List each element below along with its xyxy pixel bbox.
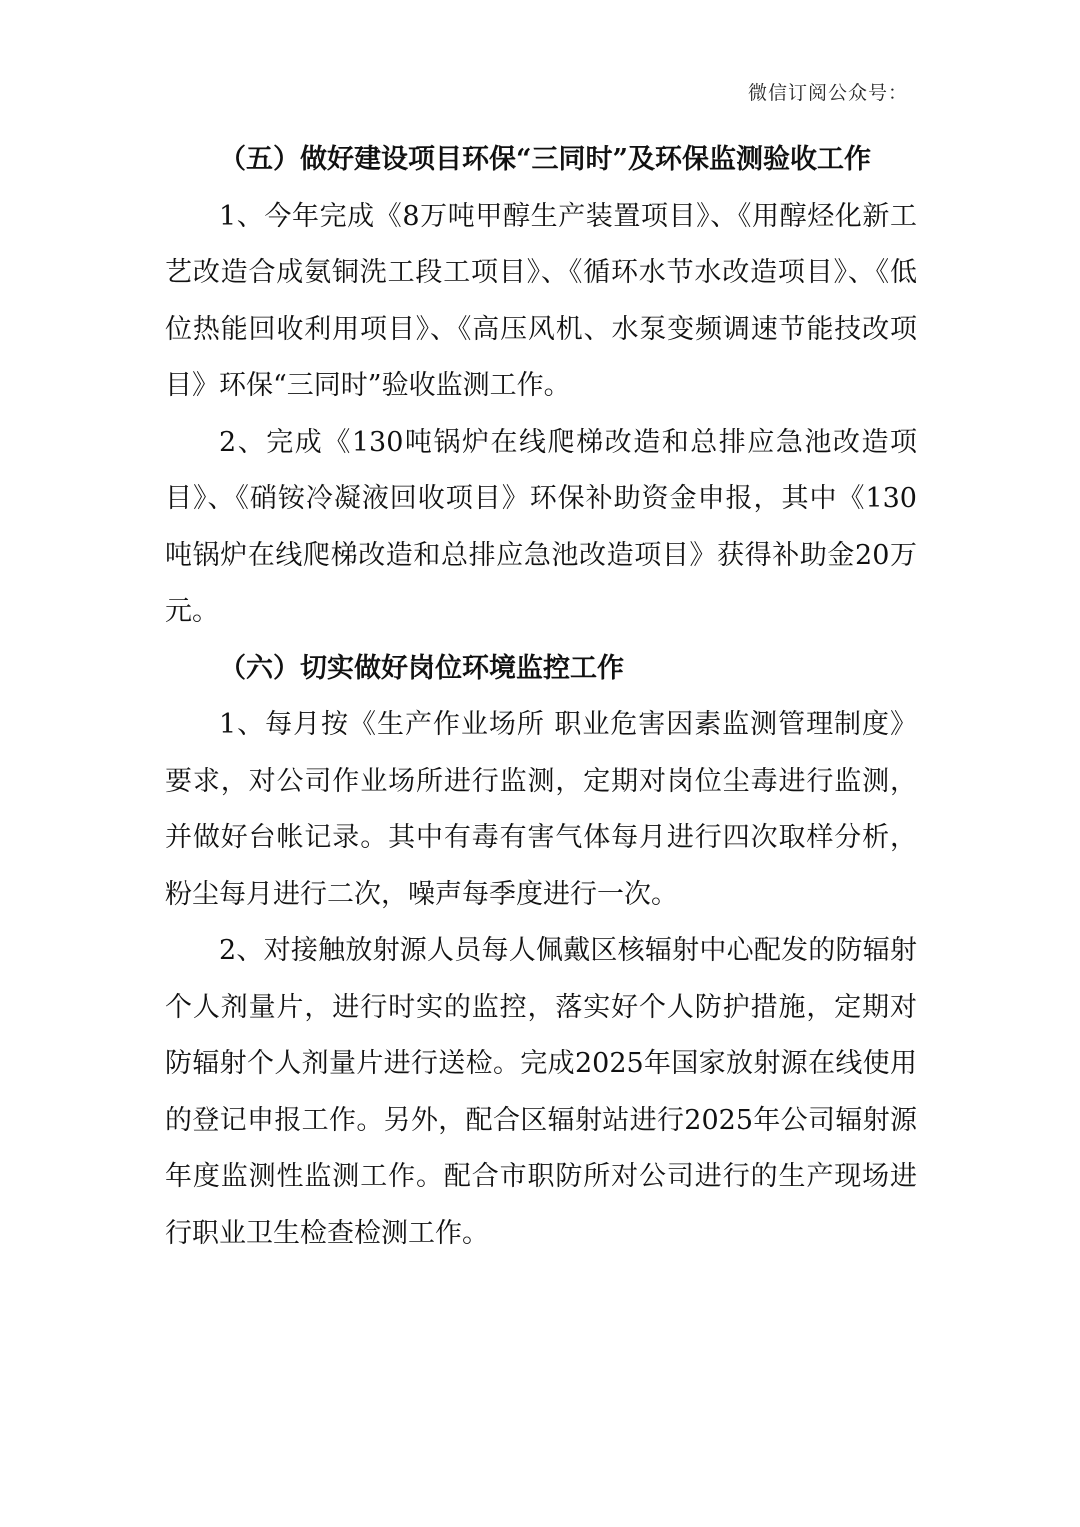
section-heading-6: （六）切实做好岗位环境监控工作 xyxy=(219,652,624,684)
document-body xyxy=(165,132,917,1262)
paragraph-6-1: 1、每月按《生产作业场所 职业危害因素监测管理制度》要求，对公司作业场所进行监测，定期对岗位尘毒进行监测，并做好台帐记录。其中有毒有害气体每月进行四次取样分析，粉尘每月进行二次，噪声每季度进行一次。 xyxy=(165,709,917,910)
paragraph-5-1: 1、今年完成《8万吨甲醇生产装置项目》、《用醇烃化新工艺改造合成氨铜洗工段工项目》、《循环水节水改造项目》、《低位热能回收利用项目》、《高压风机、水泵变频调速节能技改项目》环保“三同时”验收监测工作。 xyxy=(165,200,917,401)
paragraph-6-2: 2、对接触放射源人员每人佩戴区核辐射中心配发的防辐射个人剂量片，进行时实的监控，落实好个人防护措施，定期对防辐射个人剂量片进行送检。完成2025年国家放射源在线使用的登记申报工作。另外，配合区辐射站进行2025年公司辐射源年度监测性监测工作。配合市职防所对公司进行的生产现场进行职业卫生检查检测工作。 xyxy=(165,935,917,1249)
header-note: 微信订阅公众号： xyxy=(747,82,908,104)
paragraph-5-2: 2、完成《130吨锅炉在线爬梯改造和总排应急池改造项目》、《硝铵冷凝液回收项目》环保补助资金申报，其中《130吨锅炉在线爬梯改造和总排应急池改造项目》获得补助金20万元。 xyxy=(165,426,917,627)
section-heading-5: （五）做好建设项目环保“三同时”及环保监测验收工作 xyxy=(219,144,872,175)
